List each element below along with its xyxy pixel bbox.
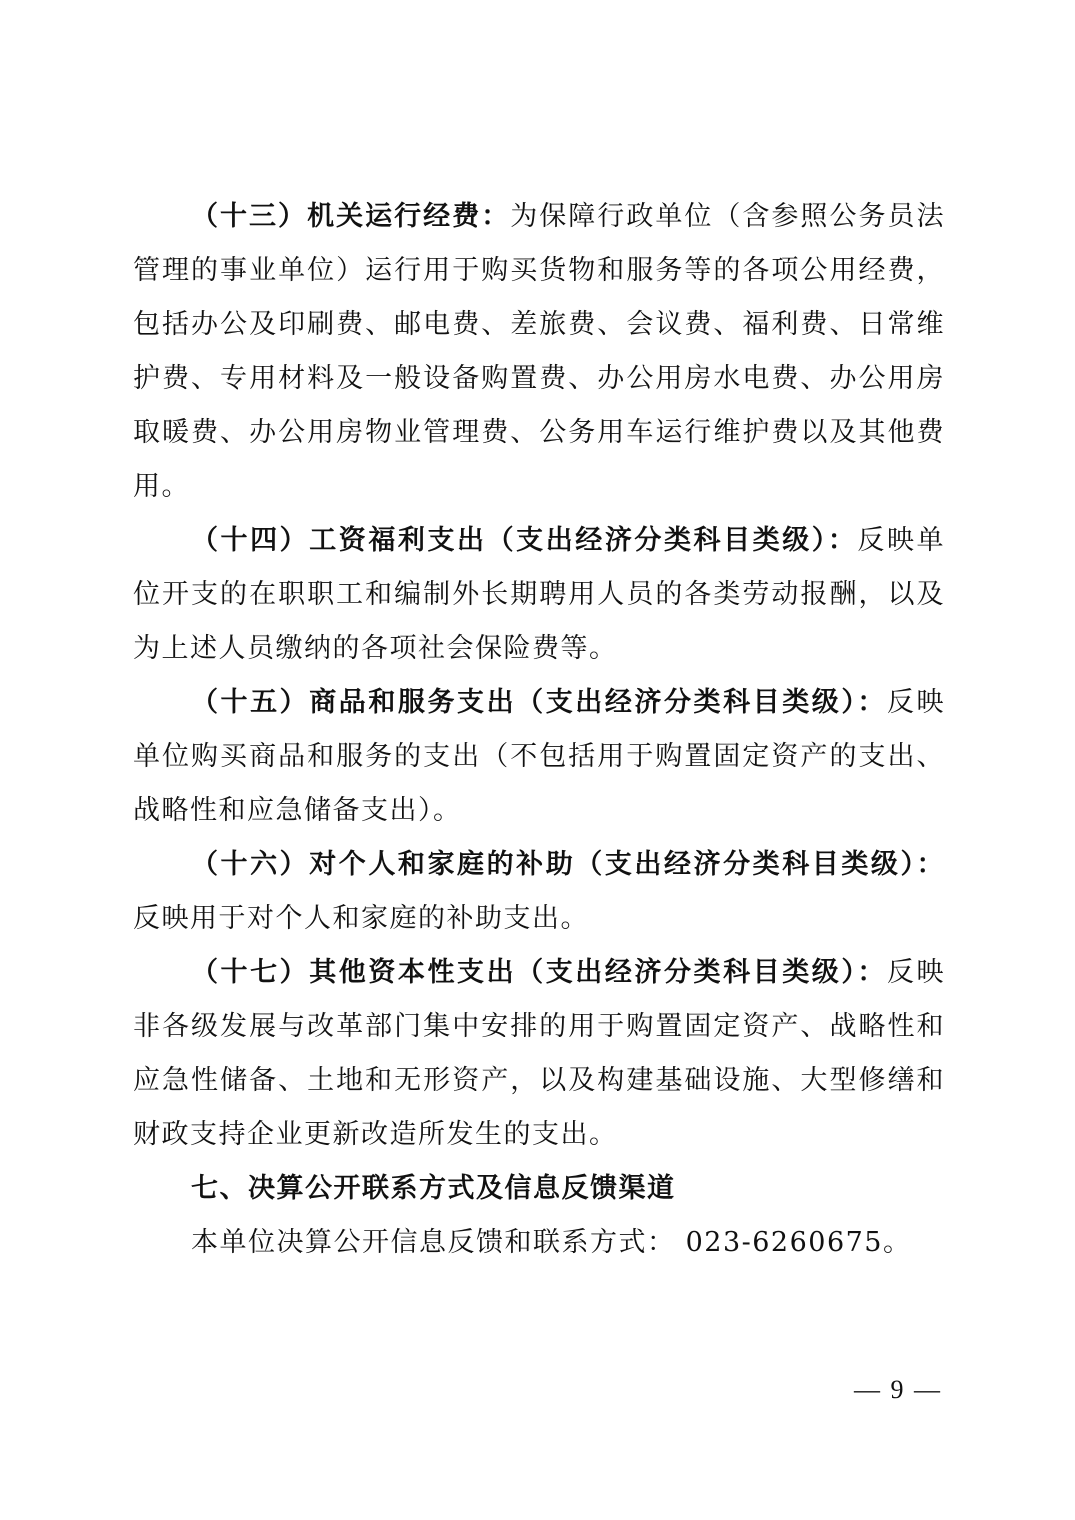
paragraph-text: 反映用于对个人和家庭的补助支出。	[133, 903, 589, 934]
paragraph-text: 为保障行政单位（含参照公务员法管理的事业单位）运行用于购买货物和服务等的各项公用经费，包括办公及印刷费、邮电费、差旅费、会议费、福利费、日常维护费、专用材料及一般设备购置费、办公用房水电费、办公用房取暖费、办公用房物业管理费、公务用车运行维护费以及其他费用。	[133, 201, 946, 502]
paragraph-text: 反映非各级发展与改革部门集中安排的用于购置固定资产、战略性和应急性储备、土地和无形资产，以及构建基础设施、大型修缮和财政支持企业更新改造所发生的支出。	[133, 957, 946, 1150]
page-number: — 9 —	[854, 1375, 942, 1404]
paragraph-lead: （十三）机关运行经费：	[191, 201, 511, 232]
paragraph-lead: （十六）对个人和家庭的补助（支出经济分类科目类级）：	[191, 849, 945, 880]
paragraph-item-14	[133, 514, 945, 676]
paragraph-lead: （十四）工资福利支出（支出经济分类科目类级）：	[191, 525, 858, 556]
paragraph-item-13	[133, 190, 945, 514]
paragraph-item-16	[133, 838, 945, 946]
paragraph-text: 反映单位购买商品和服务的支出（不包括用于购置固定资产的支出、战略性和应急储备支出）。	[133, 687, 946, 826]
paragraph-item-15	[133, 676, 945, 838]
contact-paragraph: 本单位决算公开信息反馈和联系方式： 023-6260675。	[191, 1227, 912, 1258]
paragraph-text: 反映单位开支的在职职工和编制外长期聘用人员的各类劳动报酬，以及为上述人员缴纳的各项社会保险费等。	[133, 525, 946, 664]
document-body	[133, 190, 945, 1270]
paragraph-lead: （十七）其他资本性支出（支出经济分类科目类级）：	[191, 957, 887, 988]
paragraph-item-17	[133, 946, 945, 1162]
paragraph-lead: （十五）商品和服务支出（支出经济分类科目类级）：	[191, 687, 887, 718]
section-heading: 七、决算公开联系方式及信息反馈渠道	[191, 1173, 676, 1204]
